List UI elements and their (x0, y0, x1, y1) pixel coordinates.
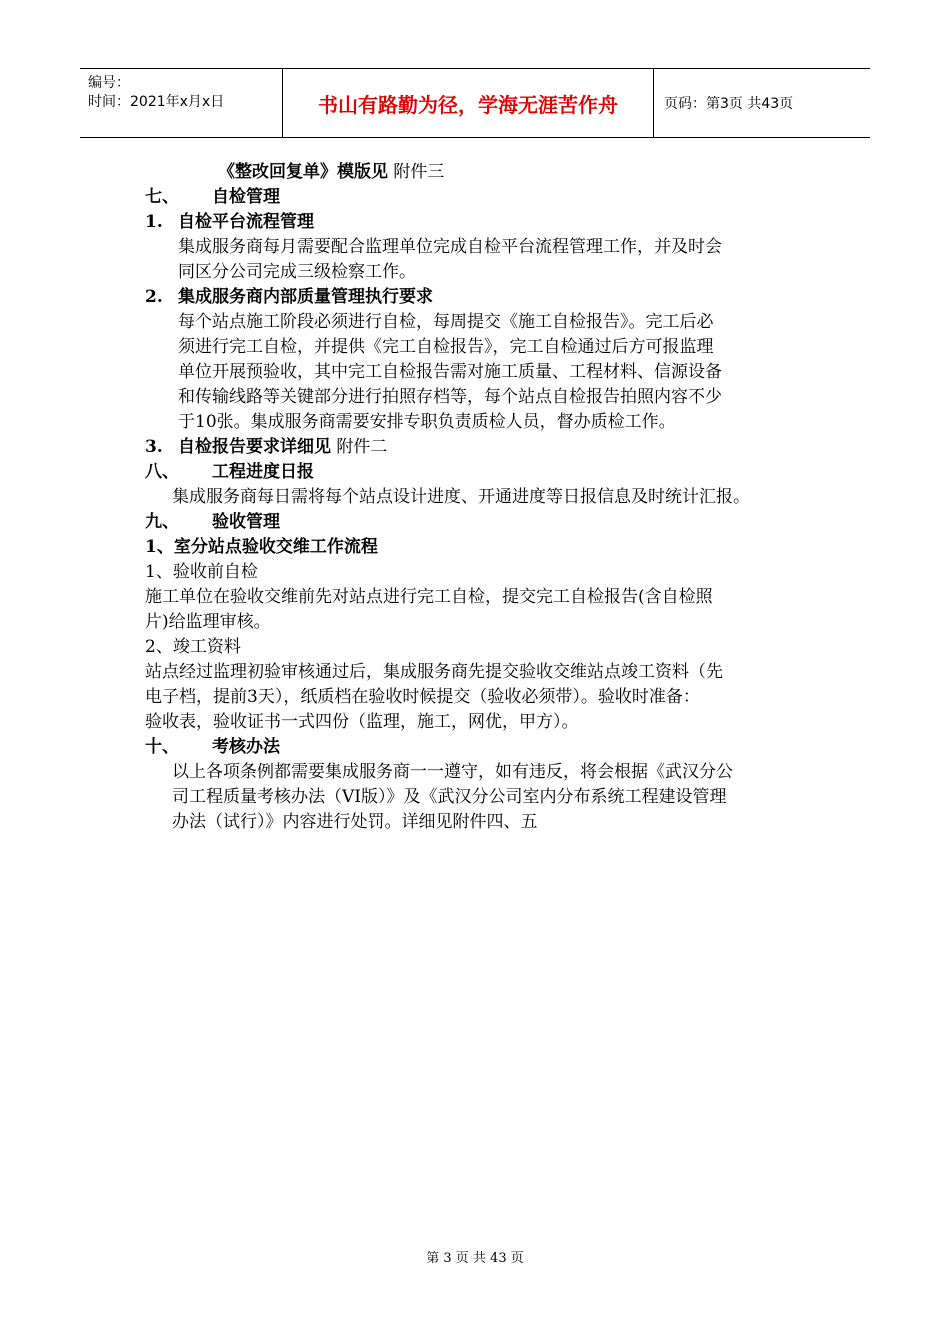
item-1-title: 自检平台流程管理 (178, 212, 314, 232)
item-3-title: 自检报告要求详细见 附件二 (178, 437, 388, 457)
paragraph-line: 单位开展预验收，其中完工自检报告需对施工质量、工程材料、信源设备 (178, 362, 722, 382)
paragraph-line: 片)给监理审核。 (145, 612, 271, 632)
header-table (80, 68, 870, 138)
paragraph-line: 电子档，提前3天），纸质档在验收时候提交（验收必须带）。验收时准备： (145, 687, 700, 707)
section-8-title: 工程进度日报 (212, 462, 314, 482)
paragraph-line: 集成服务商每月需要配合监理单位完成自检平台流程管理工作，并及时会 (178, 237, 722, 257)
paragraph-line: 司工程质量考核办法（VI版）》及《武汉分公司室内分布系统工程建设管理 (172, 787, 727, 807)
paragraph-line: 集成服务商每日需将每个站点设计进度、开通进度等日报信息及时统计汇报。 (172, 487, 750, 507)
paragraph-line: 须进行完工自检，并提供《完工自检报告》，完工自检通过后方可报监理 (178, 337, 714, 357)
page-footer: 第 3 页 共 43 页 (426, 1251, 524, 1266)
section-10-num: 十、 (145, 737, 179, 757)
line-template-ref: 《整改回复单》模版见 附件三 (218, 162, 445, 182)
paragraph-line: 同区分公司完成三级检察工作。 (178, 262, 416, 282)
section-8-num: 八、 (145, 462, 179, 482)
paragraph-line: 施工单位在验收交维前先对站点进行完工自检，提交完工自检报告(含自检照 (145, 587, 713, 607)
paragraph-line: 和传输线路等关键部分进行拍照存档等，每个站点自检报告拍照内容不少 (178, 387, 722, 407)
page-info: 页码：第3页 共43页 (664, 96, 794, 112)
item-2-num: 2. (145, 287, 163, 307)
item-2-title: 集成服务商内部质量管理执行要求 (178, 287, 433, 307)
subsection-title: 1、室分站点验收交维工作流程 (145, 537, 378, 557)
section-9-num: 九、 (145, 512, 179, 532)
paragraph-line: 站点经过监理初验审核通过后，集成服务商先提交验收交维站点竣工资料（先 (145, 662, 723, 682)
time-label: 时间：2021年x月x日 (88, 94, 225, 110)
section-7-num: 七、 (145, 187, 179, 207)
header-meta-cell (80, 69, 283, 137)
number-label: 编号： (88, 75, 130, 91)
paragraph-line: 每个站点施工阶段必须进行自检，每周提交《施工自检报告》。完工后必 (178, 312, 714, 332)
step-title: 1、验收前自检 (145, 562, 258, 582)
paragraph-line: 办法（试行）》内容进行处罚。详细见附件四、五 (172, 812, 538, 832)
step-title: 2、竣工资料 (145, 637, 241, 657)
section-10-title: 考核办法 (212, 737, 280, 757)
section-9-title: 验收管理 (212, 512, 280, 532)
motto: 书山有路勤为径，学海无涯苦作舟 (283, 69, 654, 137)
item-3-num: 3. (145, 437, 163, 457)
paragraph-line: 于10张。集成服务商需要安排专职负责质检人员，督办质检工作。 (178, 412, 676, 432)
paragraph-line: 验收表，验收证书一式四份（监理，施工，网优，甲方）。 (145, 712, 579, 732)
paragraph-line: 以上各项条例都需要集成服务商一一遵守，如有违反，将会根据《武汉分公 (172, 762, 733, 782)
item-1-num: 1. (145, 212, 163, 232)
section-7-title: 自检管理 (212, 187, 280, 207)
